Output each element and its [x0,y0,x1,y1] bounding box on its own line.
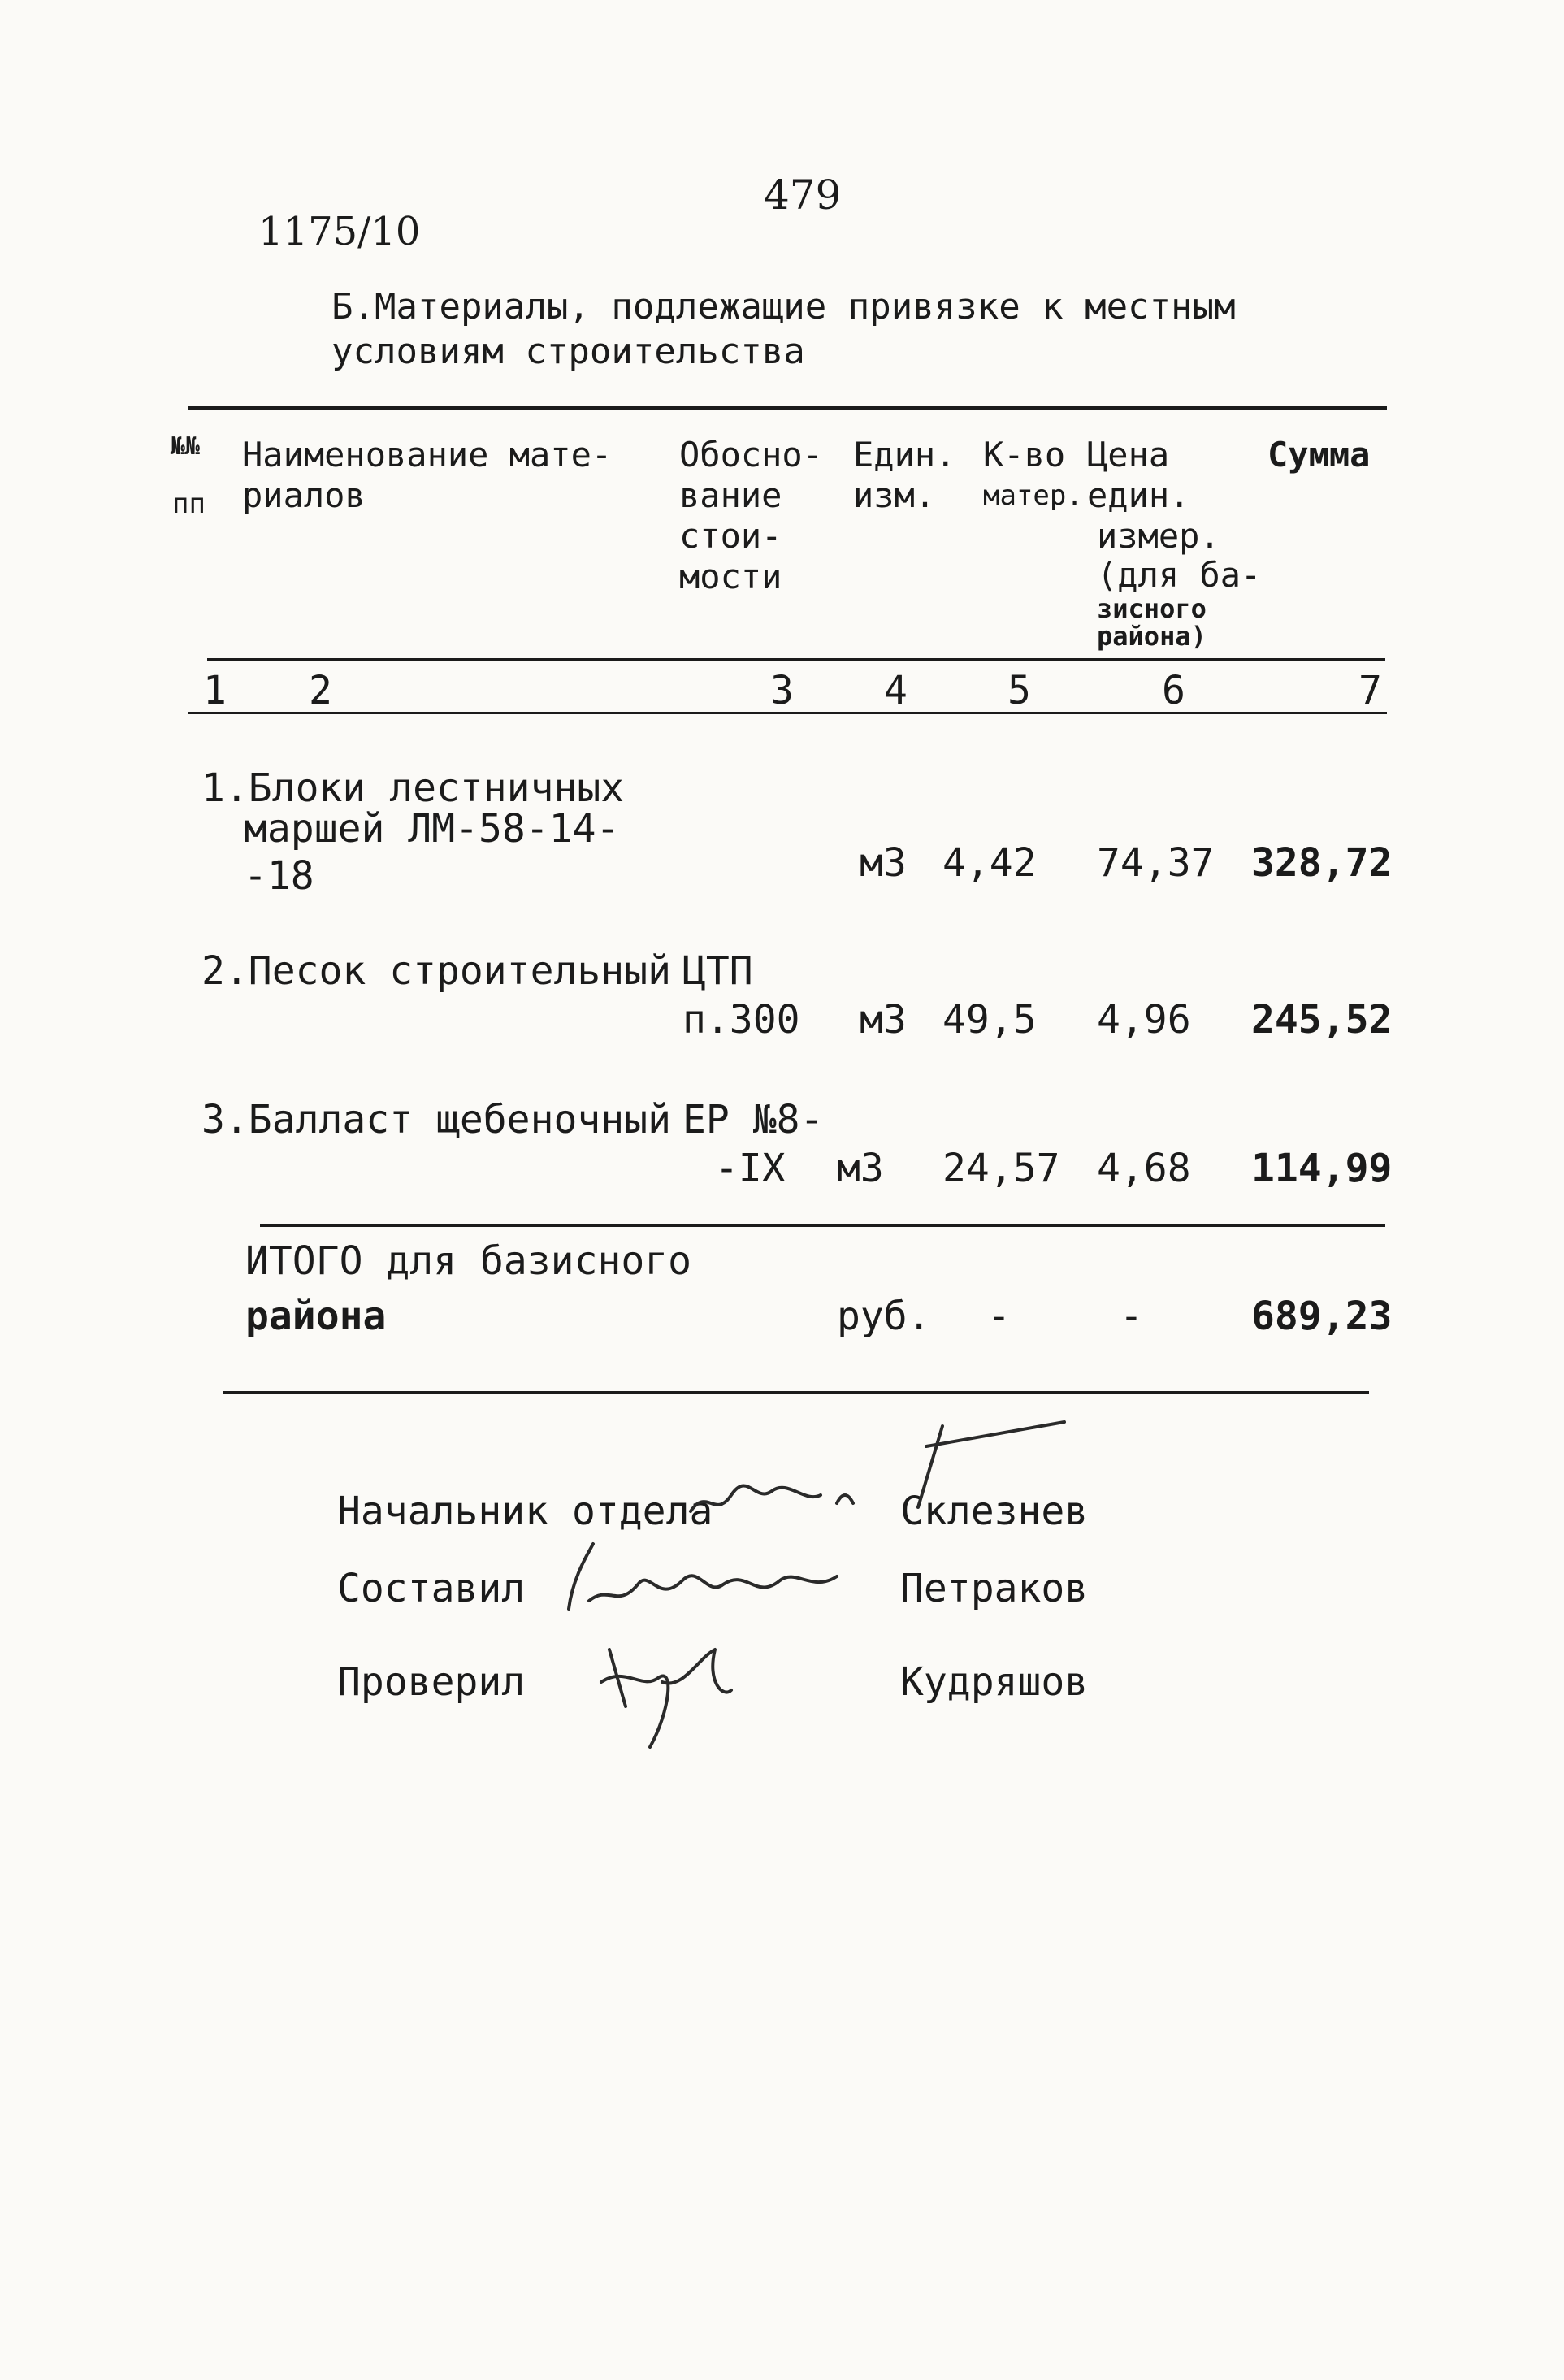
column-number-1: 1 [203,668,227,713]
row-2-basis-line-1: ЦТП [682,948,753,994]
row-1-qty: 4,42 [942,840,1037,886]
total-label-line-2: района [245,1294,387,1339]
table-top-rule [188,406,1387,410]
row-2-unit: м3 [860,997,907,1043]
row-1-name-line-2: маршей ЛМ-58-14- [244,806,620,852]
row-2-price: 4,96 [1097,997,1191,1043]
row-1-name-line-1: 1.Блоки лестничных [201,765,625,811]
row-3-price: 4,68 [1097,1146,1191,1191]
header-num-line-1: №№ [171,432,201,461]
row-2-basis-line-2: п.300 [682,997,800,1043]
signature-role-1: Начальник отдела [337,1489,713,1534]
column-number-4: 4 [884,668,908,713]
total-label-line-1: ИТОГО для базисного [245,1238,692,1284]
header-sum: Сумма [1267,435,1371,475]
row-3-sum: 114,99 [1251,1146,1393,1191]
signature-name-3: Кудряшов [900,1659,1089,1705]
column-number-3: 3 [770,668,794,713]
header-unit-line-1: Един. [853,435,956,475]
column-number-5: 5 [1007,668,1031,713]
header-basis-line-4: мости [679,557,782,596]
signature-role-3: Проверил [337,1659,526,1705]
total-unit: руб. [837,1294,931,1339]
signature-name-1: Склезнев [900,1489,1089,1534]
signature-role-2: Составил [337,1566,526,1611]
column-number-2: 2 [309,668,332,713]
row-2-name-line-1: 2.Песок строительный [201,948,671,994]
header-basis-line-3: стои- [679,516,782,556]
header-price-line-1: Цена [1087,435,1170,475]
table-bottom-rule [223,1391,1369,1394]
row-1-name-line-3: -18 [244,853,314,899]
header-name-line-2: риалов [242,475,366,515]
header-bottom-rule [207,658,1385,661]
header-price-line-3: измер. [1097,516,1220,556]
row-3-basis-line-2: -IX [715,1146,786,1191]
header-qty-line-2: матер. [983,479,1083,512]
header-price-line-2: един. [1087,475,1190,515]
header-price-line-5: зисного [1097,593,1207,624]
row-1-sum: 328,72 [1251,840,1393,886]
row-2-sum: 245,52 [1251,997,1393,1043]
section-title-line-2: условиям строительства [331,331,805,372]
column-number-6: 6 [1162,668,1185,713]
header-basis-line-1: Обосно- [679,435,824,475]
header-basis-line-2: вание [679,475,782,515]
total-price: - [1120,1294,1143,1339]
page-number: 479 [764,171,842,219]
section-title-line-1: Б.Материалы, подлежащие привязке к местным [331,286,1236,327]
handwritten-signature-1 [682,1414,1089,1528]
row-3-name-line-1: 3.Балласт щебеночный [201,1097,671,1142]
header-price-line-6: района) [1097,621,1207,652]
total-qty: - [987,1294,1011,1339]
column-numbers-rule [188,712,1387,714]
header-unit-line-2: изм. [853,475,936,515]
signature-name-2: Петраков [900,1566,1089,1611]
row-3-basis-line-1: ЕР №8- [682,1097,824,1142]
row-3-qty: 24,57 [942,1146,1060,1191]
row-2-qty: 49,5 [942,997,1037,1043]
row-1-unit: м3 [860,840,907,886]
handwritten-signature-2 [561,1536,853,1625]
archive-code: 1175/10 [258,209,421,254]
header-qty-line-1: К-во [983,435,1066,475]
header-price-line-4: (для ба- [1097,555,1262,595]
total-sum: 689,23 [1251,1294,1393,1339]
handwritten-signature-3 [585,1633,747,1755]
row-1-price: 74,37 [1097,840,1215,886]
header-name-line-1: Наименование мате- [242,435,613,475]
header-num-line-2: пп [172,488,206,520]
total-top-rule [260,1224,1385,1227]
row-3-unit: м3 [837,1146,884,1191]
column-number-7: 7 [1358,668,1382,713]
